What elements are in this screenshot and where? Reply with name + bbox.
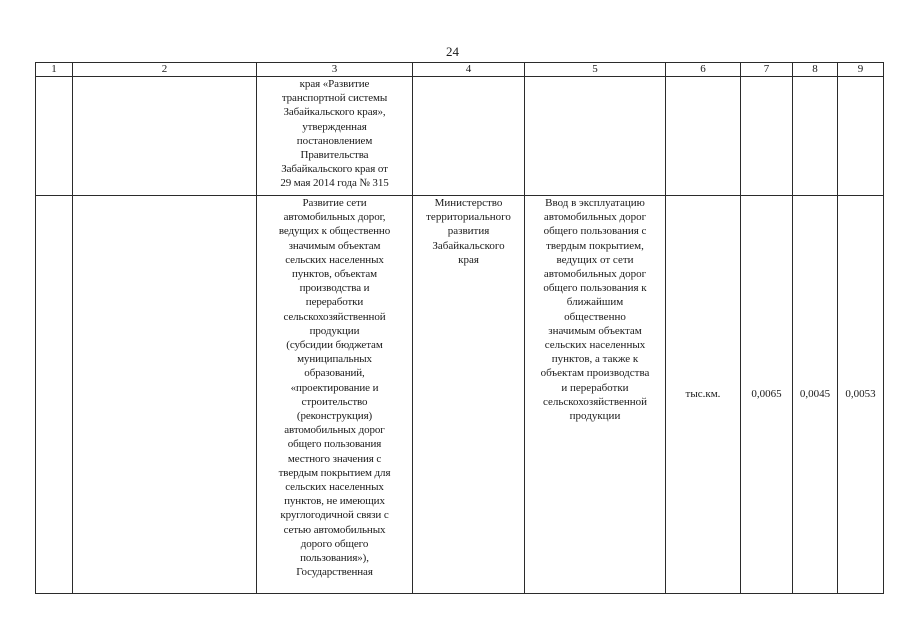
cell-c7: [741, 77, 793, 196]
column-number-row: [36, 63, 884, 77]
page-number: 24: [446, 44, 459, 59]
column-header-3: 3: [257, 63, 413, 77]
cell-value-year-3: 0,0053: [838, 196, 884, 594]
cell-expected-result: Ввод в эксплуатацию автомобильных дорог общего пользования с твердым покрытием, ведущих от сети автомобильных дорог общего пользования к ближайшим общественно значимым объектам сельских населенных пунктов, а также к объектам производства и переработки сельскохозяйственной продукции: [540, 197, 650, 423]
cell-c8: [793, 77, 838, 196]
cell-c4: [413, 77, 525, 196]
cell-c9: [838, 77, 884, 196]
column-header-1: 1: [36, 63, 73, 77]
program-table: [35, 62, 884, 594]
cell-activity-description: Развитие сети автомобильных дорог, ведущих к общественно значимым объектам сельских населенных пунктов, объектам производства и переработки сельскохозяйственной продукции (субсидии бюджетам муниципальных образований, «проектирование и строительство (реконструкция) автомобильных дорог общего пользования местного значения с твердым покрытием для сельских населенных пунктов, не имеющих круглогодичной связи с сетью автомобильных дорого общего пользования»), Государственная: [278, 197, 391, 579]
cell-c6: [666, 77, 741, 196]
cell-c1: [36, 196, 73, 594]
cell-c1: [36, 77, 73, 196]
column-header-7: 7: [741, 63, 793, 77]
column-header-6: 6: [666, 63, 741, 77]
column-header-5: 5: [525, 63, 666, 77]
cell-unit: тыс.км.: [666, 196, 741, 594]
cell-value-year-2: 0,0045: [793, 196, 838, 594]
table-row: [36, 196, 884, 594]
cell-program-name: края «Развитие транспортной системы Забайкальского края», утвержденная постановлением Правительства Забайкальского края от 29 мая 2014 года № 315: [280, 78, 389, 190]
cell-c5: [525, 77, 666, 196]
column-header-9: 9: [838, 63, 884, 77]
table-row: [36, 77, 884, 196]
cell-responsible-agency: Министерство территориального развития Забайкальского края: [426, 197, 511, 266]
cell-value-year-1: 0,0065: [741, 196, 793, 594]
cell-c2: [73, 196, 257, 594]
column-header-8: 8: [793, 63, 838, 77]
cell-c2: [73, 77, 257, 196]
column-header-2: 2: [73, 63, 257, 77]
column-header-4: 4: [413, 63, 525, 77]
